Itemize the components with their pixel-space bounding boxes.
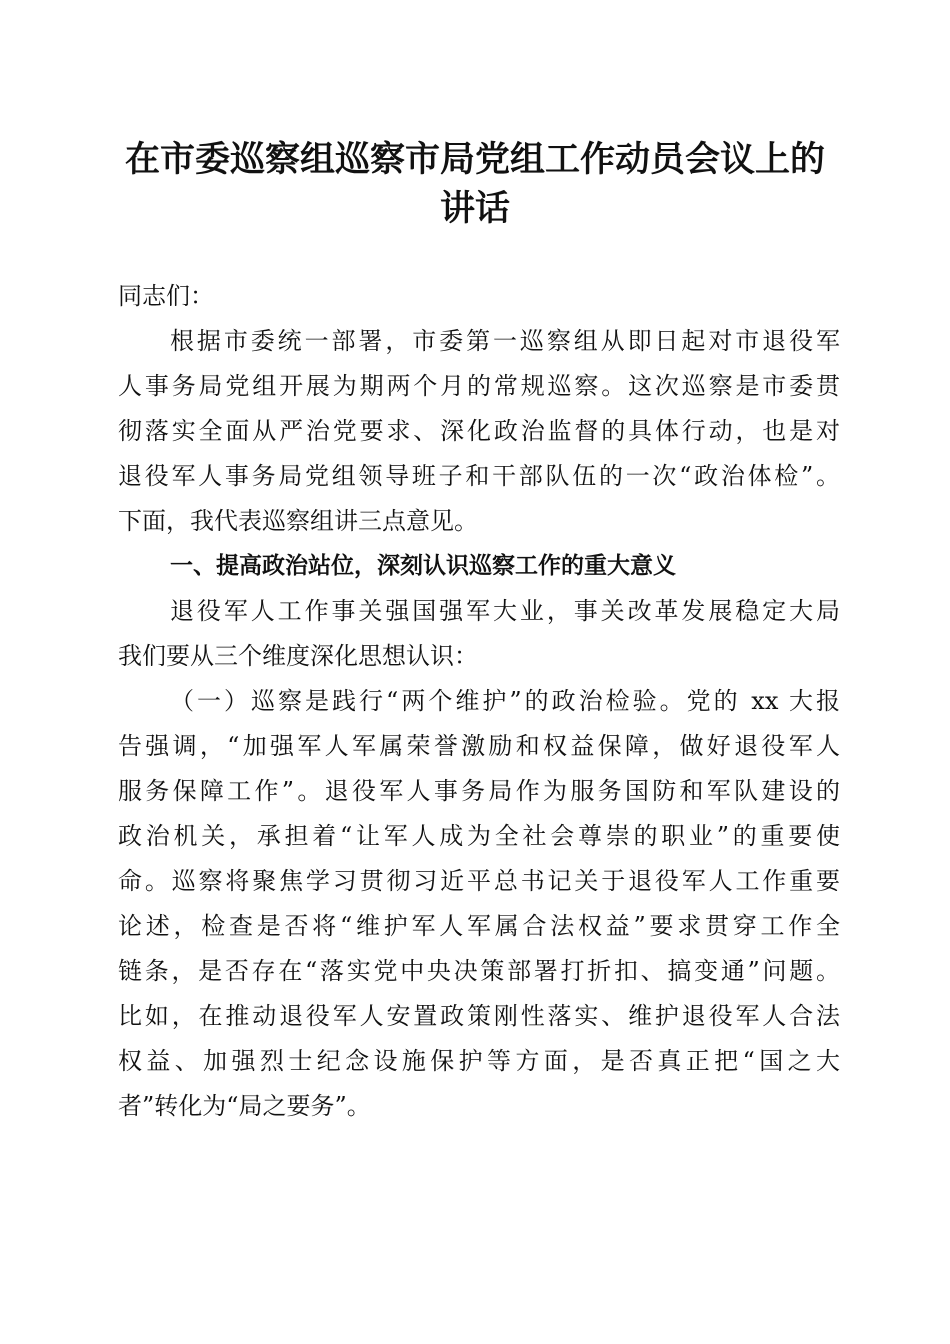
paragraph-3-line-9: 权益、加强烈士纪念设施保护等方面，是否真正把“国之大 <box>118 1047 840 1075</box>
paragraph-3-line-2: 告强调，“加强军人军属荣誉激励和权益保障，做好退役军人 <box>118 732 840 760</box>
document-title-line-2: 讲话 <box>439 188 510 229</box>
paragraph-2-line-1: 退役军人工作事关强国强军大业，事关改革发展稳定大局 <box>170 597 840 625</box>
paragraph-3-line-6: 论述，检查是否将“维护军人军属合法权益”要求贯穿工作全 <box>118 912 840 940</box>
paragraph-3-line-10: 者”转化为“局之要务”。 <box>118 1092 371 1120</box>
paragraph-3-line-3: 服务保障工作”。退役军人事务局作为服务国防和军队建设的 <box>118 777 840 805</box>
paragraph-2-line-2: 我们要从三个维度深化思想认识： <box>118 642 478 670</box>
document-title-line-1: 在市委巡察组巡察市局党组工作动员会议上的 <box>124 139 825 180</box>
paragraph-1-line-3: 彻落实全面从严治党要求、深化政治监督的具体行动，也是对 <box>118 417 840 445</box>
paragraph-3-line-8: 比如，在推动退役军人安置政策刚性落实、维护退役军人合法 <box>118 1002 840 1030</box>
paragraph-3-line-5: 命。巡察将聚焦学习贯彻习近平总书记关于退役军人工作重要 <box>118 867 840 895</box>
paragraph-1-line-2: 人事务局党组开展为期两个月的常规巡察。这次巡察是市委贯 <box>118 372 840 400</box>
section-heading-1: 一、提高政治站位，深刻认识巡察工作的重大意义 <box>170 553 676 579</box>
paragraph-3-line-7: 链条，是否存在“落实党中央决策部署打折扣、搞变通”问题。 <box>118 957 840 985</box>
paragraph-3-line-1: （一）巡察是践行“两个维护”的政治检验。党的 xx 大报 <box>170 687 840 715</box>
salutation: 同志们： <box>118 282 214 310</box>
paragraph-1-line-4: 退役军人事务局党组领导班子和干部队伍的一次“政治体检”。 <box>118 462 840 490</box>
paragraph-3-line-4: 政治机关，承担着“让军人成为全社会尊崇的职业”的重要使 <box>118 822 840 850</box>
paragraph-1-line-1: 根据市委统一部署，市委第一巡察组从即日起对市退役军 <box>170 327 840 355</box>
paragraph-1-line-5: 下面，我代表巡察组讲三点意见。 <box>118 507 478 535</box>
